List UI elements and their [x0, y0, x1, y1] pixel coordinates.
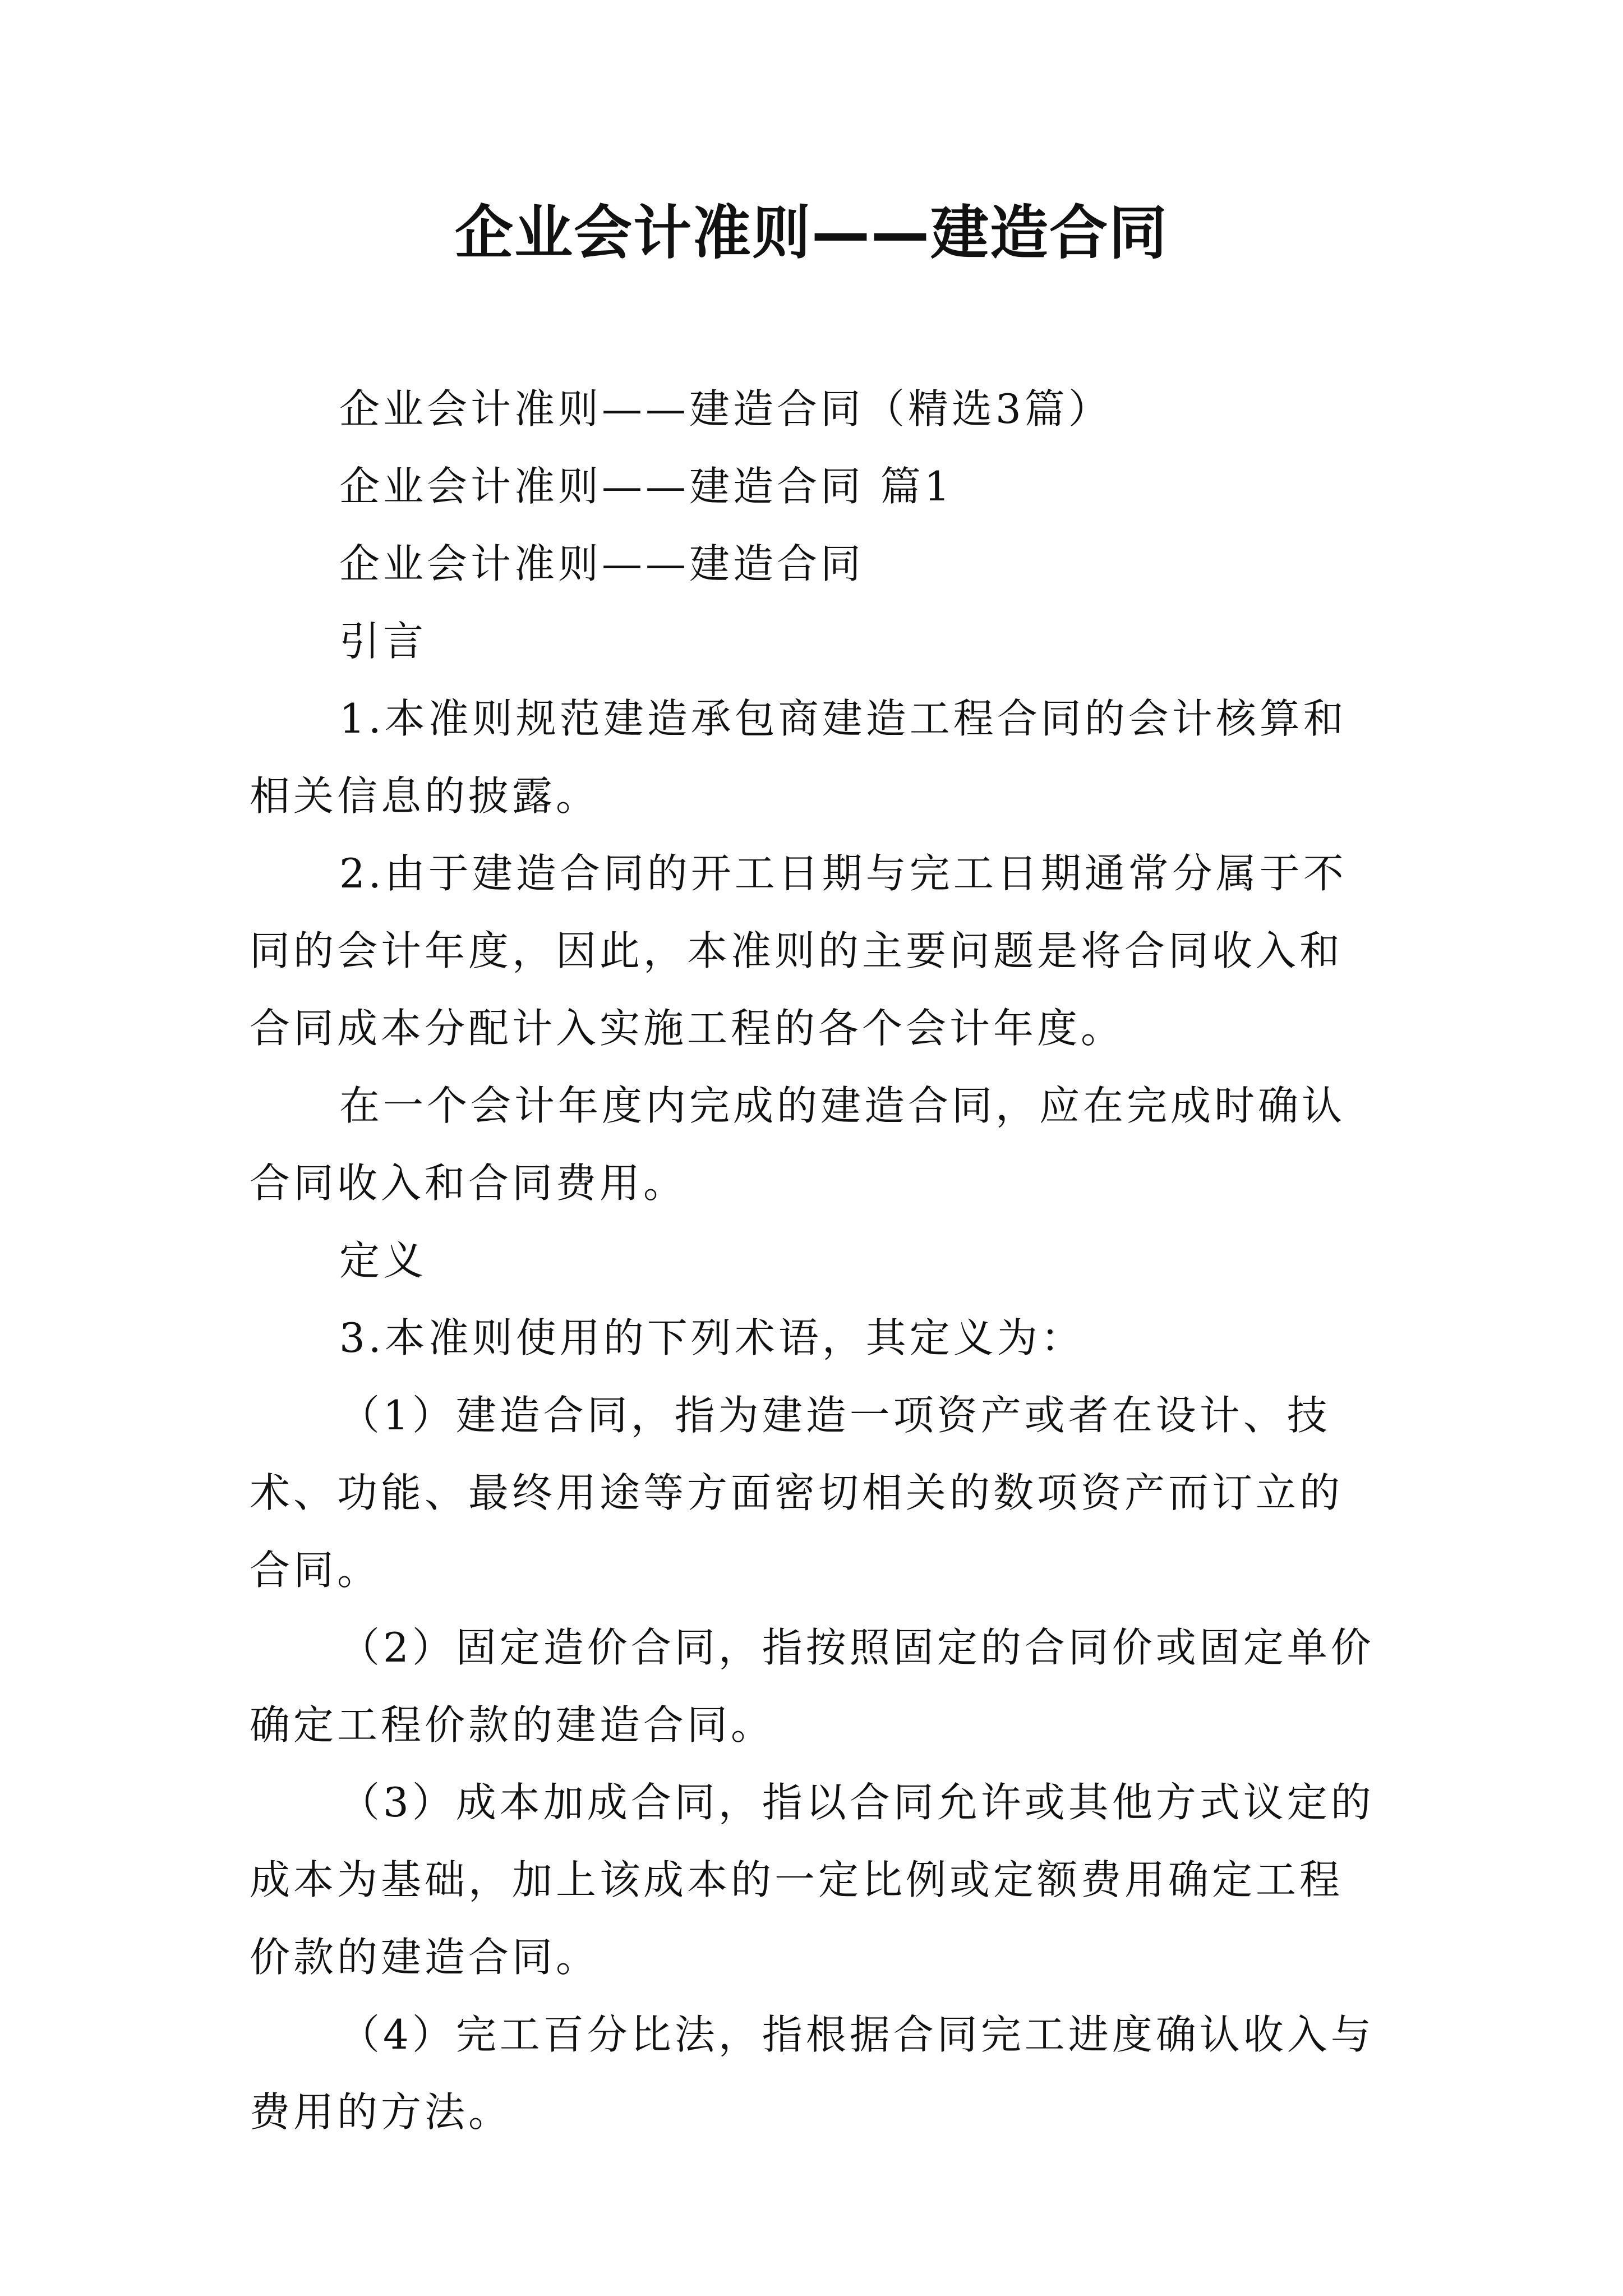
definition-item-2: （2）固定造价合同，指按照固定的合同价或固定单价确定工程价款的建造合同。	[250, 1624, 1375, 1749]
paragraph-subtitle-selection: 企业会计准则——建造合同（精选3篇）	[339, 385, 1112, 432]
document-body	[250, 370, 1382, 2151]
definition-item-1: （1）建造合同，指为建造一项资产或者在设计、技术、功能、最终用途等方面密切相关的数项资产而订立的合同。	[250, 1392, 1344, 1594]
definition-item-4: （4）完工百分比法，指根据合同完工进度确认收入与费用的方法。	[250, 2011, 1375, 2136]
definition-item-3: （3）成本加成合同，指以合同允许或其他方式议定的成本为基础，加上该成本的一定比例或定额费用确定工程价款的建造合同。	[250, 1779, 1375, 1981]
section-heading-introduction: 引言	[339, 618, 427, 665]
paragraph-standard-name: 企业会计准则——建造合同	[339, 540, 865, 587]
document-title: 企业会计准则——建造合同	[454, 199, 1168, 267]
paragraph-clause-3: 3.本准则使用的下列术语，其定义为：	[339, 1314, 1085, 1361]
section-heading-definitions: 定义	[339, 1237, 427, 1284]
paragraph-clause-1: 1.本准则规范建造承包商建造工程合同的会计核算和相关信息的披露。	[250, 695, 1347, 820]
paragraph-clause-2-note: 在一个会计年度内完成的建造合同，应在完成时确认合同收入和合同费用。	[250, 1082, 1346, 1207]
paragraph-clause-2: 2.由于建造合同的开工日期与完工日期通常分属于不同的会计年度，因此，本准则的主要问题是将合同收入和合同成本分配计入实施工程的各个会计年度。	[250, 850, 1347, 1052]
paragraph-article-1-heading: 企业会计准则——建造合同 篇1	[339, 463, 953, 510]
